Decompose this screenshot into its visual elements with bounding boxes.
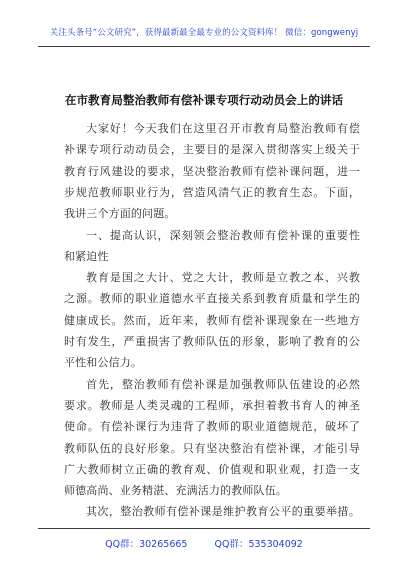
paragraph-line: 时有发生，严重损害了教师队伍的形象，影响了教育的公 bbox=[64, 335, 360, 348]
paragraph-line: 使命。有偿补课行为违背了教师的职业道德规范，破坏了 bbox=[64, 420, 360, 434]
header-divider bbox=[38, 46, 370, 47]
paragraph-line: 平性和公信力。 bbox=[64, 356, 143, 370]
footer-divider bbox=[38, 528, 370, 529]
paragraph-line: 师德高尚、业务精湛、充满活力的教师队伍。 bbox=[64, 484, 287, 498]
paragraph-line: 我讲三个方面的问题。 bbox=[64, 207, 176, 221]
footer-qq-group-1: QQ群：30265665 bbox=[105, 539, 188, 550]
section-heading-line: 一、提高认识，深刻领会整治教师有偿补课的重要性 bbox=[86, 228, 360, 242]
document-title: 在市教育局整治教师有偿补课专项行动动员会上的讲话 bbox=[64, 93, 344, 107]
paragraph-line: 健康成长。然而，近年来，教师有偿补课现象在一些地方 bbox=[64, 313, 360, 327]
footer bbox=[0, 536, 408, 550]
paragraph-line: 广大教师树立正确的教育观、价值观和职业观，打造一支 bbox=[64, 462, 360, 476]
paragraph-line: 教育是国之大计、党之大计，教师是立教之本、兴教 bbox=[86, 271, 360, 285]
header-note: 关注头条号“公文研究”，获得最新最全最专业的公文资料库！ 微信：gongwenyj bbox=[49, 28, 359, 38]
paragraph-line: 大家好！今天我们在这里召开市教育局整治教师有偿 bbox=[86, 122, 360, 135]
paragraph-line: 之源。教师的职业道德水平直接关系到教育质量和学生的 bbox=[64, 292, 360, 306]
paragraph-line: 教师队伍的良好形象。只有坚决整治有偿补课，才能引导 bbox=[64, 441, 360, 455]
paragraph-line: 教育行风建设的要求，坚决整治教师有偿补课问题，进一 bbox=[64, 164, 360, 178]
paragraph-line: 首先，整治教师有偿补课是加强教师队伍建设的必然 bbox=[86, 377, 360, 391]
paragraph-line: 其次，整治教师有偿补课是维护教育公平的重要举措。 bbox=[64, 505, 360, 519]
paragraph-line: 要求。教师是人类灵魂的工程师，承担着教书育人的神圣 bbox=[64, 398, 360, 412]
paragraph-line: 步规范教师职业行为，营造风清气正的教育生态。下面， bbox=[64, 185, 360, 199]
paragraph-line: 补课专项行动动员会，主要目的是深入贯彻落实上级关于 bbox=[64, 143, 360, 157]
section-heading-line: 和紧迫性 bbox=[64, 249, 109, 263]
footer-qq-group-2: QQ群：535304092 bbox=[214, 539, 303, 550]
